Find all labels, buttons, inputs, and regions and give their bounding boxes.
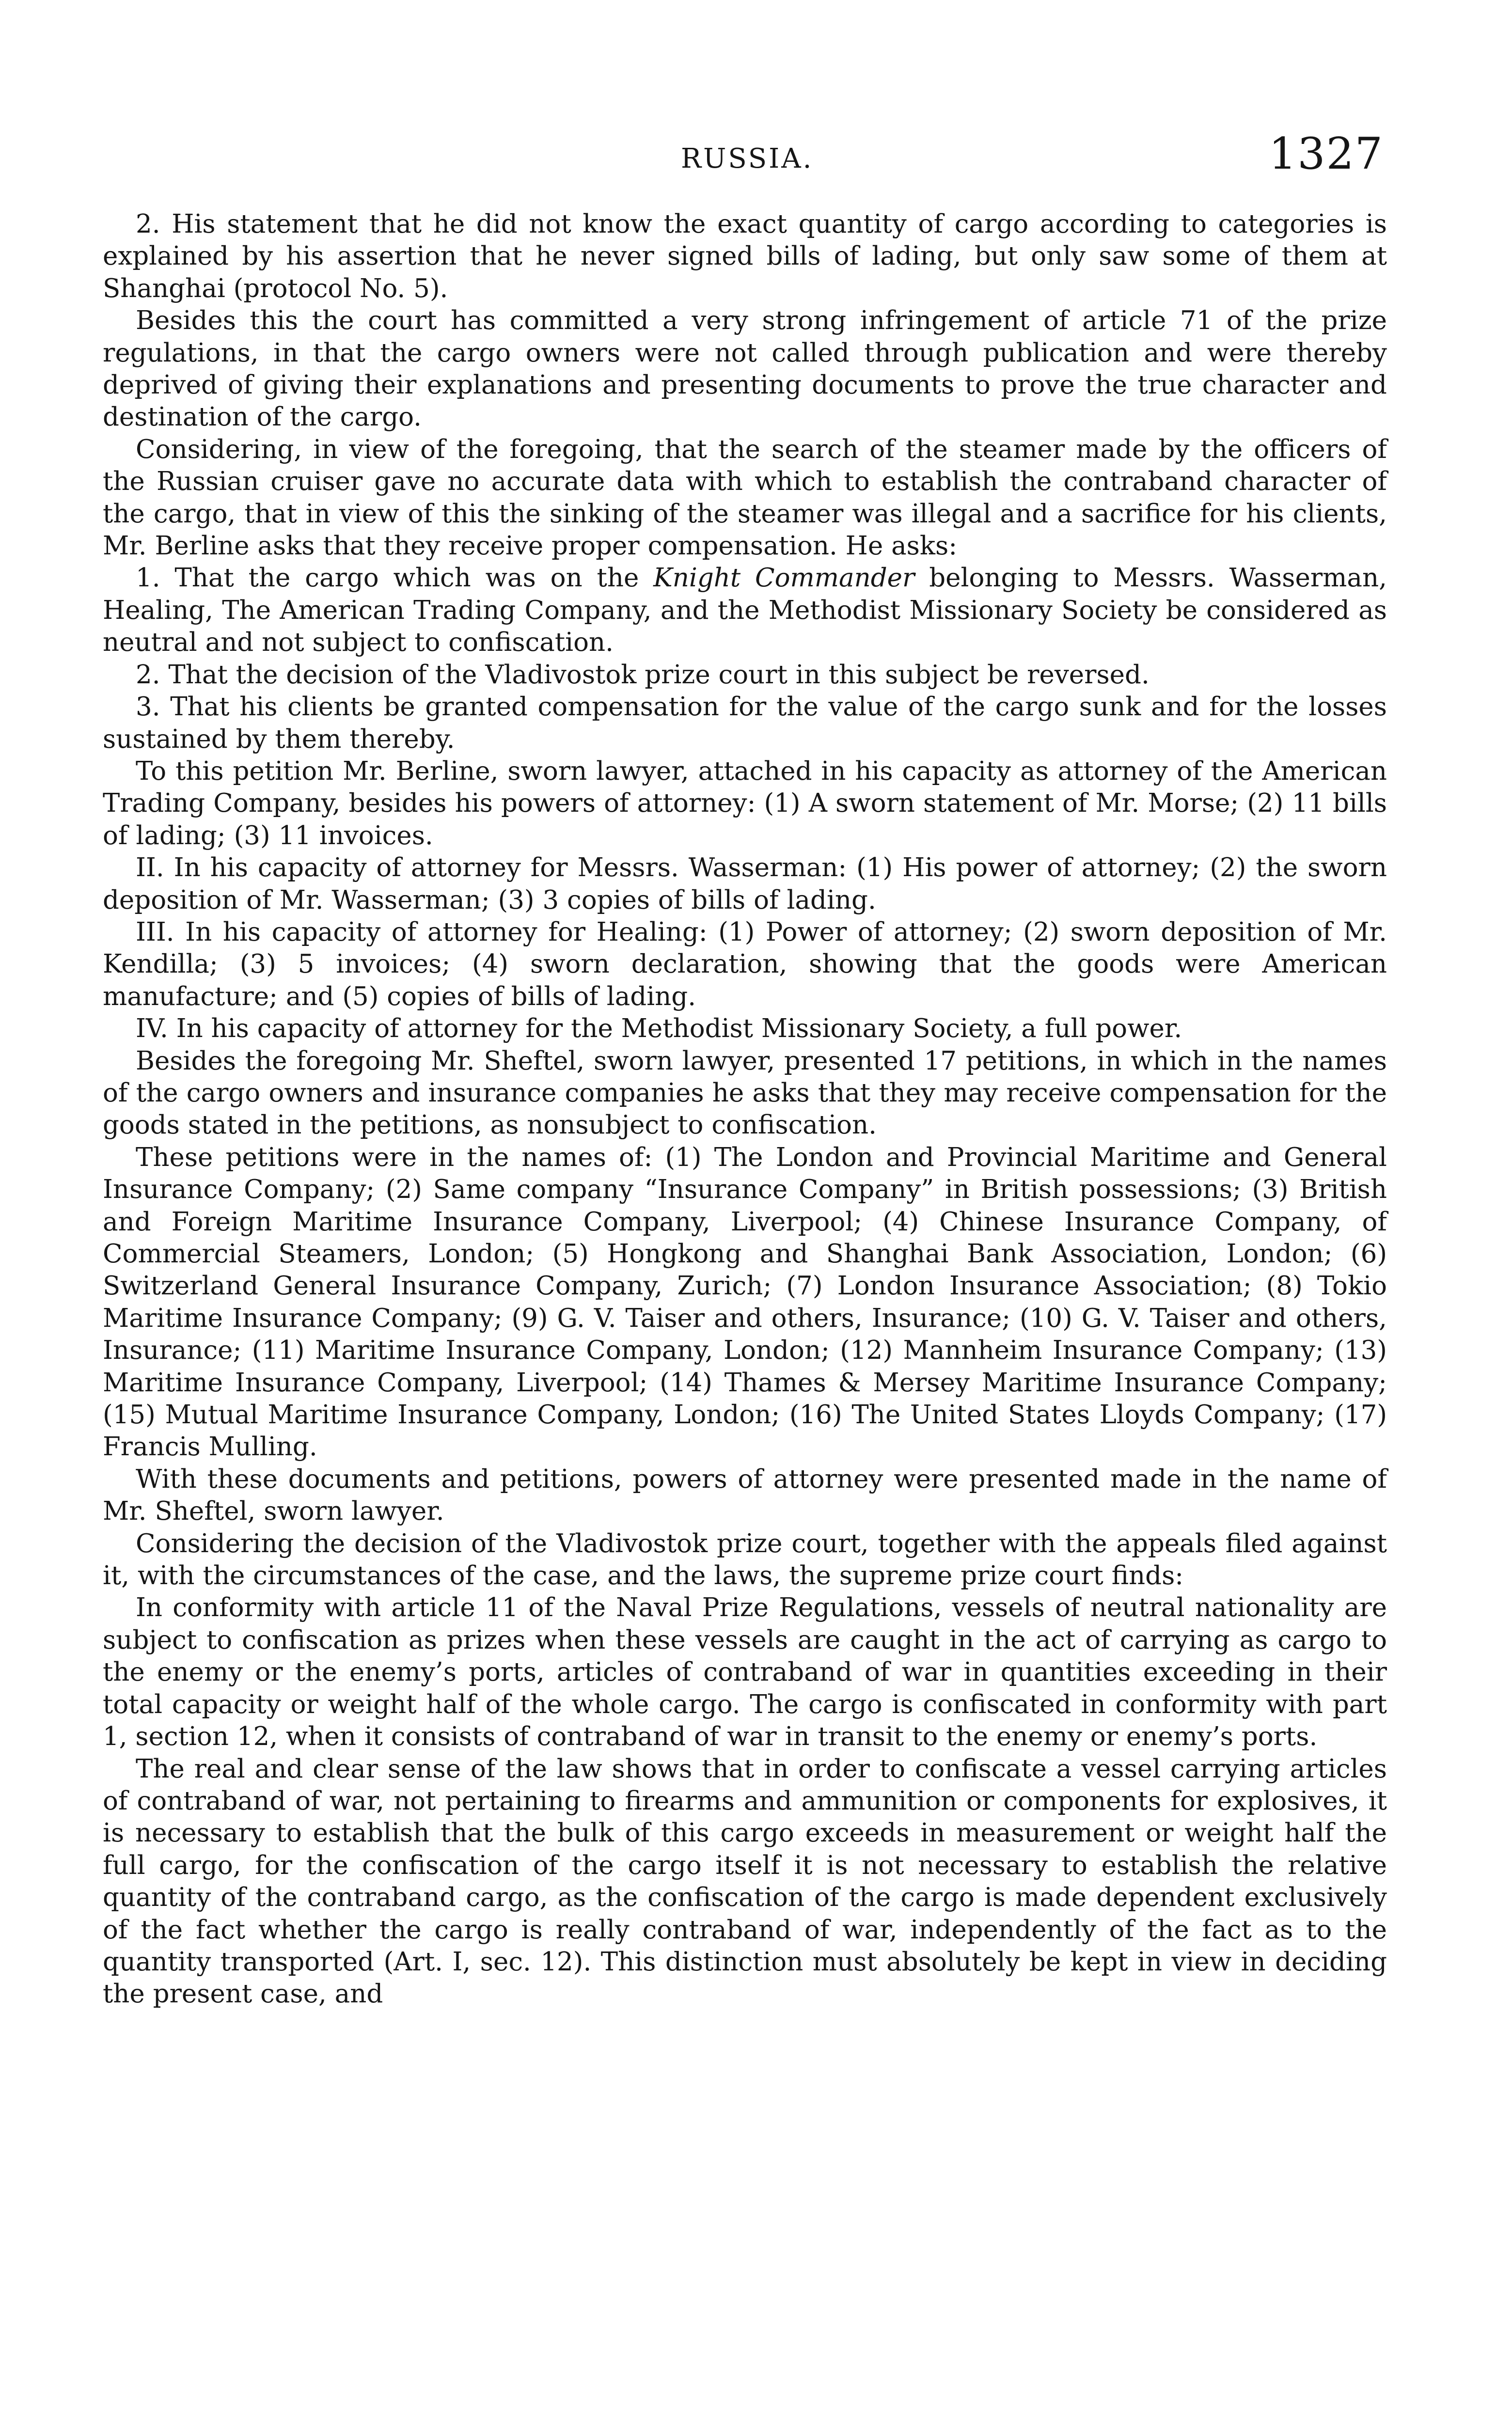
- paragraph: Considering, in view of the foregoing, that the search of the steamer made by the officers of the Russian cruiser gave no accurate data with which to establish the contraband character of the cargo, that in view of this the sinking of the steamer was illegal and a sacrifice for his clients, Mr. Berline asks that they receive proper compensation. He asks:: [103, 434, 1387, 561]
- paragraph: II. In his capacity of attorney for Messrs. Wasserman: (1) His power of attorney; (2) the sworn deposition of Mr. Wasserman; (3) 3 copies of bills of lading.: [103, 853, 1387, 915]
- paragraph: The real and clear sense of the law shows that in order to confiscate a vessel carrying articles of contraband of war, not pertaining to firearms and ammunition or components for explosives, it is necessary to establish that the bulk of this cargo exceeds in measurement or weight half the full cargo, for the confiscation of the cargo itself it is not necessary to establish the relative quantity of the contraband cargo, as the confiscation of the cargo is made dependent exclusively of the fact whether the cargo is really contraband of war, independently of the fact as to the quantity transported (Art. I, sec. 12). This distinction must absolutely be kept in view in deciding the present case, and: [103, 1754, 1387, 2009]
- body-text: [103, 208, 1387, 2011]
- paragraph: 3. That his clients be granted compensation for the value of the cargo sunk and for the losses sustained by them thereby.: [103, 692, 1387, 754]
- request-item-1: [103, 562, 1387, 659]
- paragraph: IV. In his capacity of attorney for the Methodist Missionary Society, a full power.: [136, 1014, 1182, 1044]
- paragraph: Besides the foregoing Mr. Sheftel, sworn lawyer, presented 17 petitions, in which in the names of the cargo owners and insurance companies he asks that they may receive compensation for the goods stated in the petitions, as nonsubject to confiscation.: [103, 1046, 1387, 1140]
- paragraph: With these documents and petitions, powers of attorney were presented made in the name of Mr. Sheftel, sworn lawyer.: [103, 1464, 1387, 1526]
- paragraph: Considering the decision of the Vladivostok prize court, together with the appeals filed against it, with the circumstances of the case, and the laws, the supreme prize court finds:: [103, 1528, 1387, 1591]
- paragraph: 2. His statement that he did not know the exact quantity of cargo according to categories is explained by his assertion that he never signed bills of lading, but only saw some of them at Shanghai (protocol No. 5).: [103, 209, 1387, 303]
- request-item-1-after: belonging to Messrs. Wasserman, Healing, The American Trading Company, and the Methodist Missionary Society be considered as neutral and not subject to confiscation.: [103, 563, 1387, 658]
- page-number: 1327: [1268, 128, 1384, 179]
- paragraph: These petitions were in the names of: (1) The London and Provincial Maritime and General Insurance Company; (2) Same company “Insurance Company” in British possessions; (3) British and Foreign Maritime Insurance Company, Liverpool; (4) Chinese Insurance Company, of Commercial Steamers, London; (5) Hongkong and Shanghai Bank Association, London; (6) Switzerland General Insurance Company, Zurich; (7) London Insurance Association; (8) Tokio Maritime Insurance Company; (9) G. V. Taiser and others, Insurance; (10) G. V. Taiser and others, Insurance; (11) Maritime Insurance Company, London; (12) Mannheim Insurance Company; (13) Maritime Insurance Company, Liverpool; (14) Thames & Mersey Maritime Insurance Company; (15) Mutual Maritime Insurance Company, London; (16) The United States Lloyds Company; (17) Francis Mulling.: [103, 1142, 1387, 1462]
- paragraph: 2. That the decision of the Vladivostok prize court in this subject be reversed.: [136, 660, 1150, 690]
- running-head: RUSSIA.: [681, 143, 814, 174]
- paragraph: In conformity with article 11 of the Naval Prize Regulations, vessels of neutral nationality are subject to confiscation as prizes when these vessels are caught in the act of carrying as cargo to the enemy or the enemy’s ports, articles of contraband of war in quantities exceeding in their total capacity or weight half of the whole cargo. The cargo is confiscated in conformity with part 1, section 12, when it consists of contraband of war in transit to the enemy or enemy’s ports.: [103, 1593, 1387, 1752]
- paragraph: Besides this the court has committed a very strong infringement of article 71 of the prize regulations, in that the cargo owners were not called through publication and were thereby deprived of giving their explanations and presenting documents to prove the true character and destination of the cargo.: [103, 306, 1387, 432]
- paragraph: III. In his capacity of attorney for Healing: (1) Power of attorney; (2) sworn deposition of Mr. Kendilla; (3) 5 invoices; (4) sworn declaration, showing that the goods were American manufacture; and (5) copies of bills of lading.: [103, 917, 1387, 1011]
- vessel-name: Knight Commander: [653, 563, 915, 593]
- paragraph: To this petition Mr. Berline, sworn lawyer, attached in his capacity as attorney of the American Trading Company, besides his powers of attorney: (1) A sworn statement of Mr. Morse; (2) 11 bills of lading; (3) 11 invoices.: [103, 756, 1387, 850]
- page-header: [0, 128, 1512, 187]
- request-item-1-before: 1. That the cargo which was on the: [136, 563, 654, 593]
